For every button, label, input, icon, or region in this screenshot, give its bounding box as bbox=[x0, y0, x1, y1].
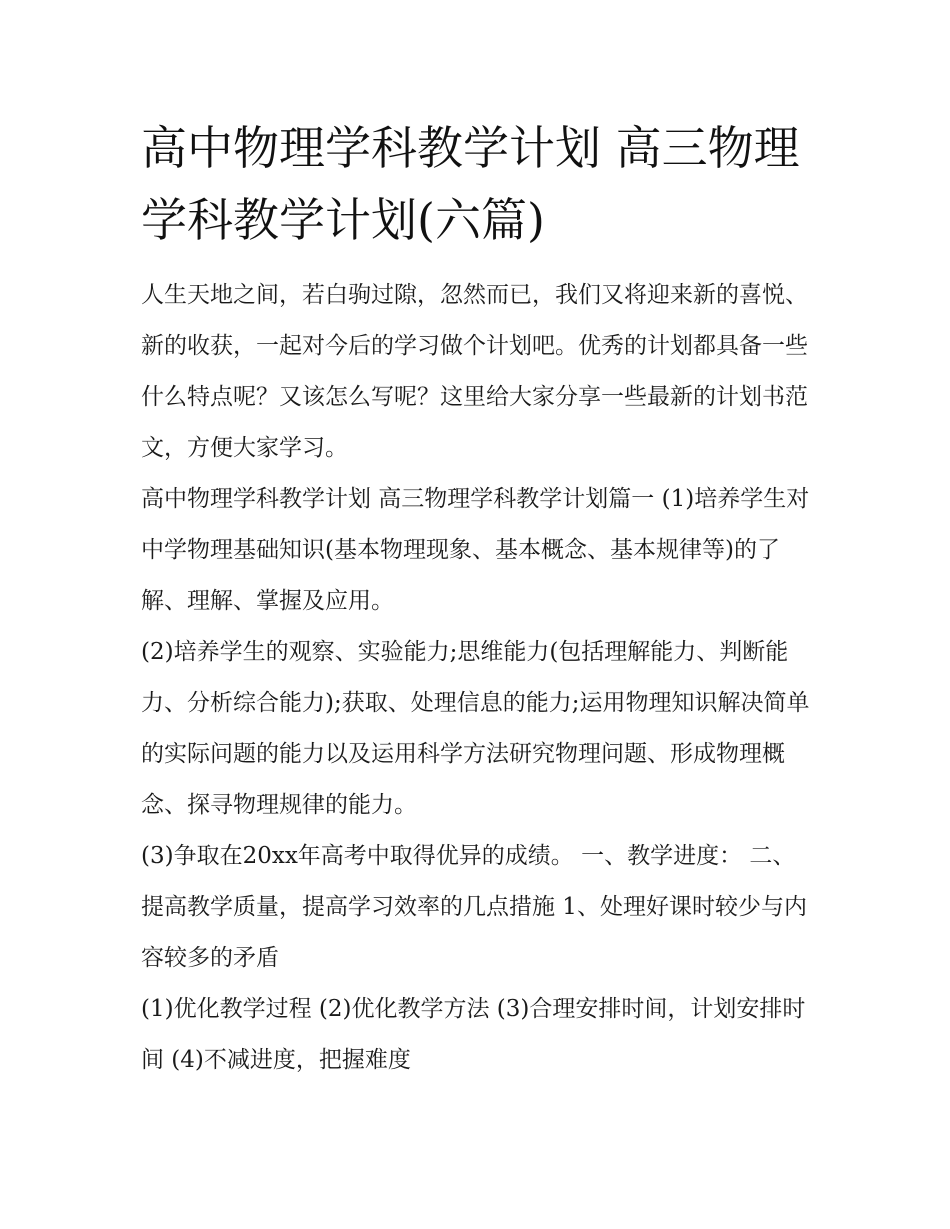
document-title: 高中物理学科教学计划 高三物理学科教学计划(六篇) bbox=[141, 121, 800, 247]
intro-paragraph: 人生天地之间，若白驹过隙，忽然而已，我们又将迎来新的喜悦、新的收获，一起对今后的学习做个计划吧。优秀的计划都具备一些什么特点呢？又该怎么写呢？这里给大家分享一些最新的计划书范文，方便大家学习。 bbox=[141, 282, 808, 461]
measures-paragraph: (1)优化教学过程 (2)优化教学方法 (3)合理安排时间，计划安排时间 (4)不减进度，把握难度 bbox=[141, 996, 806, 1073]
section-one-paragraph: 高中物理学科教学计划 高三物理学科教学计划篇一 (1)培养学生对中学物理基础知识(基本物理现象、基本概念、基本规律等)的了解、理解、掌握及应用。 bbox=[141, 486, 810, 614]
document-body bbox=[141, 112, 813, 1086]
progress-paragraph: (3)争取在20xx年高考中取得优异的成绩。 一、教学进度： 二、提高教学质量，提高学习效率的几点措施 1、处理好课时较少与内容较多的矛盾 bbox=[141, 843, 807, 971]
ability-paragraph: (2)培养学生的观察、实验能力;思维能力(包括理解能力、判断能力、分析综合能力);获取、处理信息的能力;运用物理知识解决简单的实际问题的能力以及运用科学方法研究物理问题、形成物理概念、探寻物理规律的能力。 bbox=[141, 639, 810, 818]
